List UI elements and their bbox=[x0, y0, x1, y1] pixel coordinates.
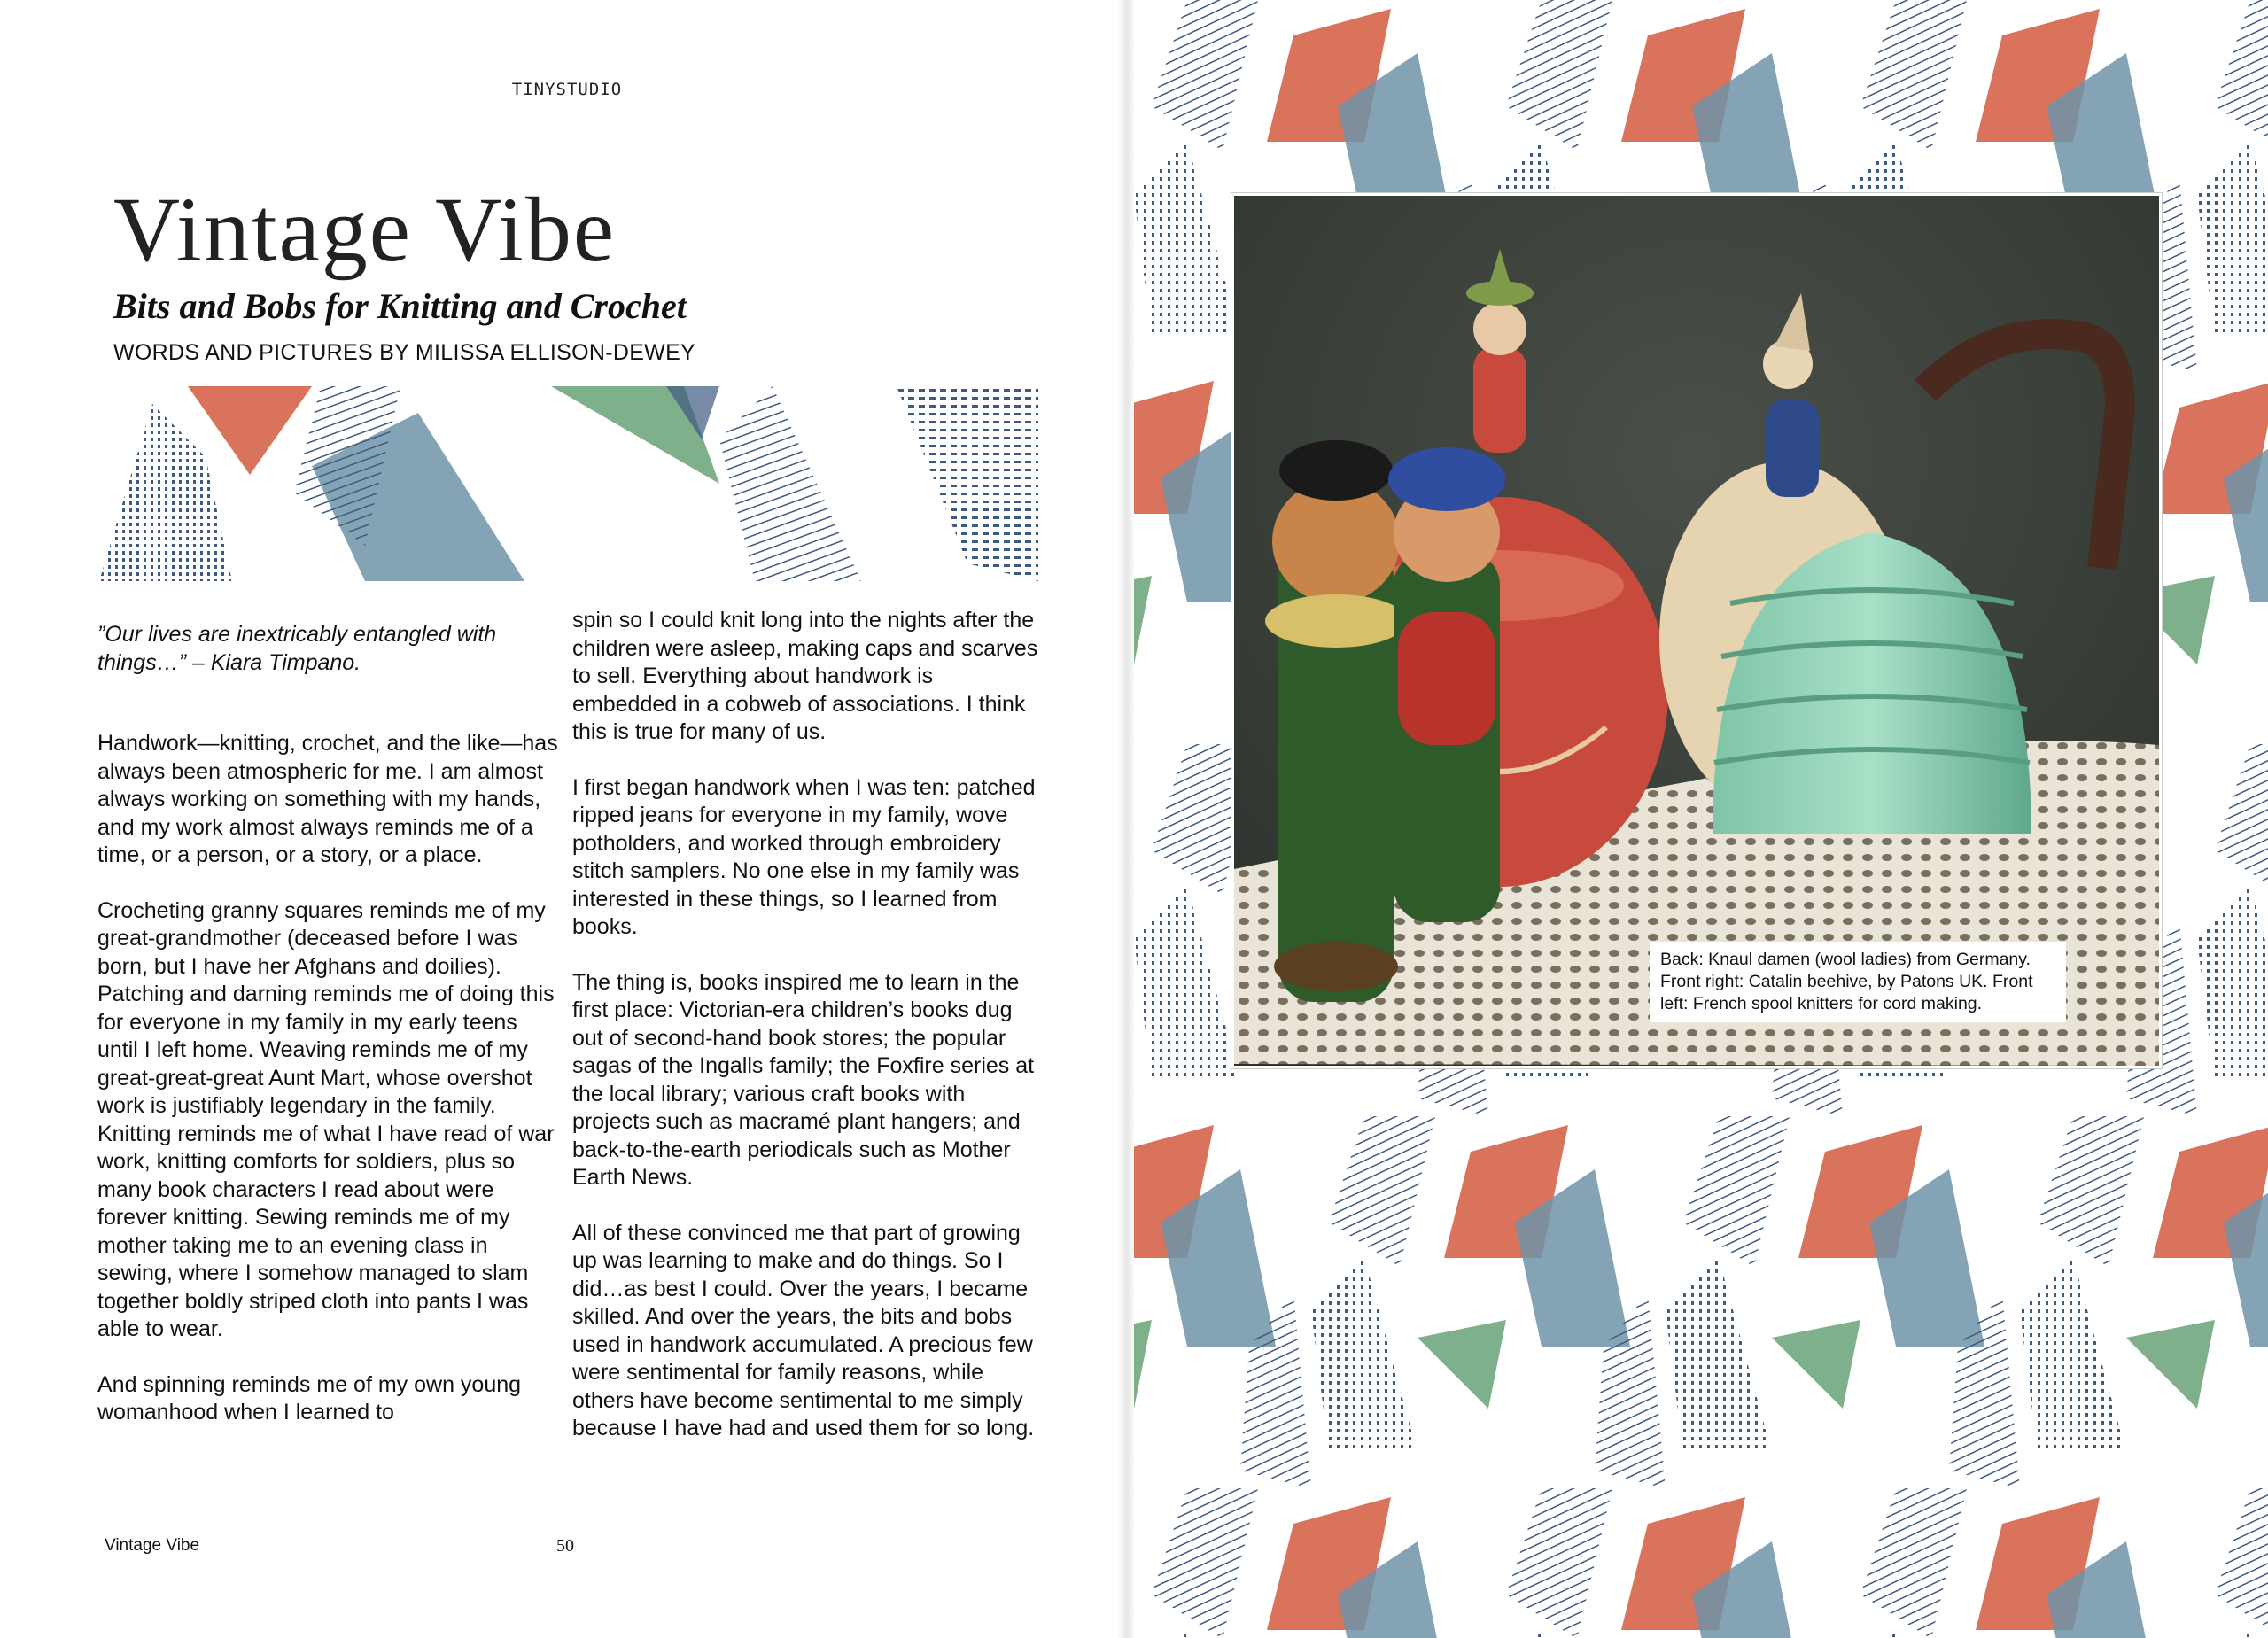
article-byline: WORDS AND PICTURES BY MILISSA ELLISON-DEWEY bbox=[113, 340, 696, 365]
left-page bbox=[0, 0, 1132, 1638]
paragraph: Crocheting granny squares reminds me of my great-grandmother (deceased before I was born, but I have her Afghans and doilies). Patching and darning reminds me of doing this for everyone in my family in my early teens until I left home. Weaving reminds me of my great-great-great Aunt Mart, whose overshot work is justifiably legendary in the family. Knitting reminds me of what I have read of war work, knitting comforts for soldiers, plus so many book characters I read about were forever knitting. Sewing reminds me of my mother taking me to an evening class in sewing, where I somehow managed to slam together boldly striped cloth into pants I was able to wear. bbox=[97, 897, 555, 1341]
article-subtitle: Bits and Bobs for Knitting and Crochet bbox=[113, 286, 687, 326]
french-spool-knitter-small bbox=[1388, 447, 1505, 922]
photo-caption: Back: Knaul damen (wool ladies) from Germany. Front right: Catalin beehive, by Patons UK. Front left: French spool knitters for cord making. bbox=[1650, 942, 2066, 1022]
article-title: Vintage Vibe bbox=[113, 179, 617, 281]
article-column-1 bbox=[97, 621, 558, 1427]
paragraph: All of these convinced me that part of growing up was learning to make and do things. So I did…as best I could. Over the years, I became skilled. And over the years, the bits and bobs used in handwork accumulated. A precious few were sentimental for family reasons, while others have become sentimental to me simply because I have had and used them for so long. bbox=[572, 1220, 1035, 1440]
dashed-diamond bbox=[897, 386, 1038, 581]
article-column-2 bbox=[572, 607, 1042, 1443]
page-number: 50 bbox=[556, 1536, 574, 1556]
paragraph: Handwork—knitting, crochet, and the like—has always been atmospheric for me. I am almost always working on something with my hands, and my work almost always reminds me of a time, or a person, or a story, or a place. bbox=[97, 731, 558, 867]
paragraph: spin so I could knit long into the nights after the children were asleep, making caps and scarves to sell. Everything about handwork is embedded in a cobweb of associations. I think this is true for many of us. bbox=[572, 608, 1038, 744]
decorative-pattern-banner bbox=[99, 386, 1038, 586]
paragraph: I first began handwork when I was ten: patched ripped jeans for everyone in my family, wove potholders, and worked through embroidery stitch samplers. No one else in my family was interested in these things, so I learned from books. bbox=[572, 774, 1036, 939]
hatched-diamond bbox=[719, 386, 861, 581]
footer-section-label: Vintage Vibe bbox=[105, 1536, 200, 1555]
pull-quote: ”Our lives are inextricably entangled with things…” – Kiara Timpano. bbox=[97, 622, 497, 675]
french-spool-knitter-large bbox=[1265, 440, 1407, 1002]
paragraph: The thing is, books inspired me to learn in the first place: Victorian-era children’s books dug out of second-hand book stores; the popular sagas of the Ingalls family; the Foxfire series at the local library; various craft books with projects such as macramé plant hangers; and back-to-the-earth periodicals such as Mother Earth News. bbox=[572, 969, 1035, 1190]
dotted-diamond bbox=[99, 404, 232, 581]
paragraph: And spinning reminds me of my own young womanhood when I learned to bbox=[97, 1371, 522, 1425]
page-spine bbox=[1118, 0, 1136, 1638]
magazine-brand: TINYSTUDIO bbox=[511, 80, 623, 99]
vintage-knitting-tools-photo bbox=[1231, 193, 2162, 1068]
